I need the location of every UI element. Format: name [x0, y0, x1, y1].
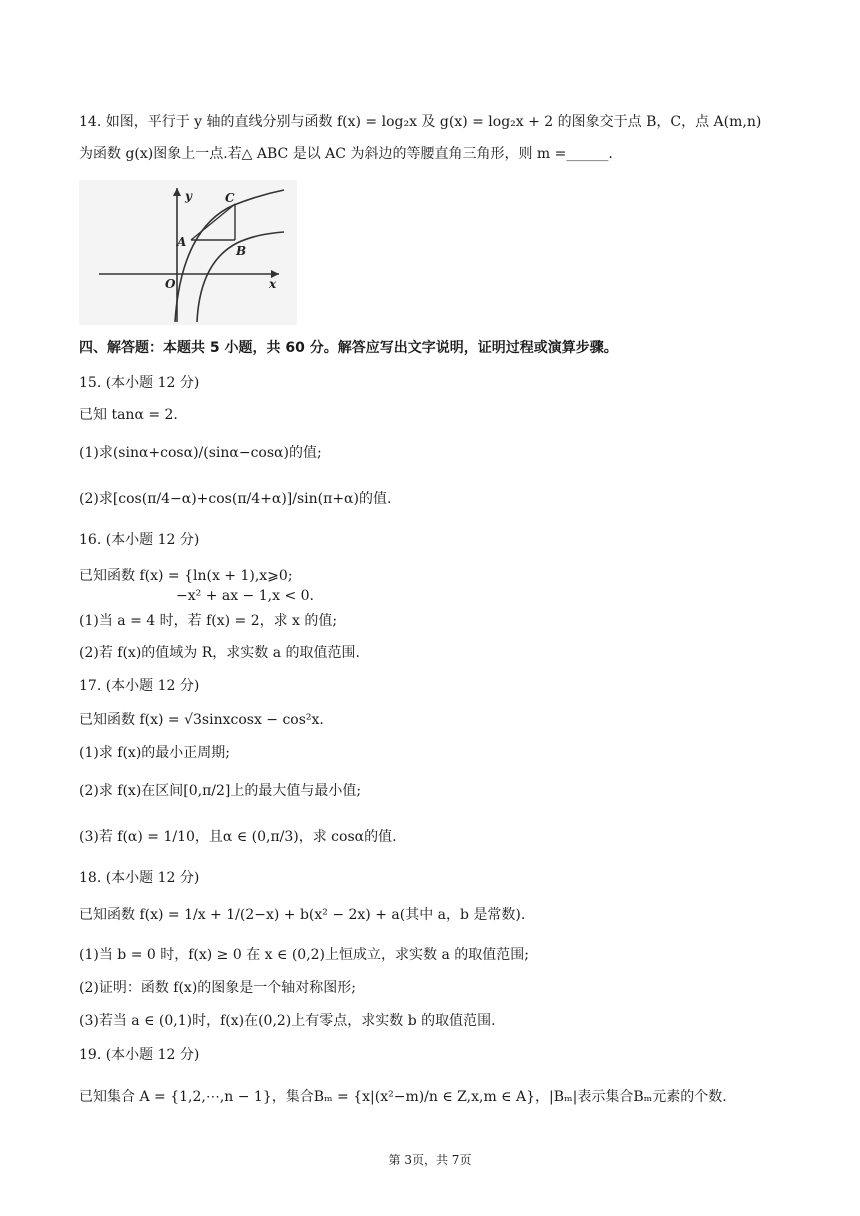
- q16-part1: (1)当 a = 4 时，若 f(x) = 2，求 x 的值;: [79, 613, 338, 629]
- fig-point-b: B: [236, 244, 247, 258]
- q19-given: 已知集合 A = {1,2,⋯,n − 1}，集合Bₘ = {x|(x²−m)/n ∈ Z,x,m ∈ A}，|Bₘ|表示集合Bₘ元素的个数.: [79, 1089, 727, 1105]
- q16-part2: (2)若 f(x)的值域为 R，求实数 a 的取值范围.: [79, 645, 360, 661]
- q18-title: 18. (本小题 12 分): [79, 870, 200, 886]
- q14-line1: 14. 如图，平行于 y 轴的直线分别与函数 f(x) = log₂x 及 g(x) = log₂x + 2 的图象交于点 B，C，点 A(m,n): [79, 114, 762, 130]
- fig-point-a: A: [177, 235, 187, 249]
- q16-title: 16. (本小题 12 分): [79, 532, 200, 548]
- section-4-heading: 四、解答题：本题共 5 小题，共 60 分。解答应写出文字说明，证明过程或演算步骤。: [79, 340, 618, 356]
- fig-x-label: x: [269, 277, 277, 291]
- q17-part2: (2)求 f(x)在区间[0,π/2]上的最大值与最小值;: [79, 783, 362, 799]
- q15-part1: (1)求(sinα+cosα)/(sinα−cosα)的值;: [79, 445, 322, 461]
- fig-origin-label: O: [165, 277, 176, 291]
- q18-part2: (2)证明：函数 f(x)的图象是一个轴对称图形;: [79, 980, 356, 996]
- page-footer: 第 3页，共 7页: [388, 1153, 472, 1167]
- q17-given: 已知函数 f(x) = √3sinxcosx − cos²x.: [79, 712, 324, 728]
- q16-given-a: 已知函数 f(x) = {ln(x + 1),x⩾0;: [79, 568, 293, 584]
- fig-point-c: C: [225, 191, 235, 205]
- q14-line2: 为函数 g(x)图象上一点.若△ ABC 是以 AC 为斜边的等腰直角三角形，则 m =______.: [79, 146, 613, 162]
- q17-part1: (1)求 f(x)的最小正周期;: [79, 745, 230, 761]
- q15-part2: (2)求[cos(π/4−α)+cos(π/4+α)]/sin(π+α)的值.: [79, 491, 392, 507]
- q14-figure: [79, 180, 297, 325]
- q18-part1: (1)当 b = 0 时，f(x) ≥ 0 在 x ∈ (0,2)上恒成立，求实数 a 的取值范围;: [79, 947, 529, 963]
- q17-title: 17. (本小题 12 分): [79, 678, 200, 694]
- q19-title: 19. (本小题 12 分): [79, 1047, 200, 1063]
- fig-y-label: y: [185, 189, 192, 203]
- q18-given: 已知函数 f(x) = 1/x + 1/(2−x) + b(x² − 2x) + a(其中 a，b 是常数).: [79, 907, 526, 923]
- q17-part3: (3)若 f(α) = 1/10，且α ∈ (0,π/3)，求 cosα的值.: [79, 829, 397, 845]
- q15-title: 15. (本小题 12 分): [79, 375, 200, 391]
- q18-part3: (3)若当 a ∈ (0,1)时，f(x)在(0,2)上有零点，求实数 b 的取值范围.: [79, 1013, 496, 1029]
- q15-given: 已知 tanα = 2.: [79, 407, 178, 423]
- q16-given-b: −x² + ax − 1,x < 0.: [176, 588, 314, 604]
